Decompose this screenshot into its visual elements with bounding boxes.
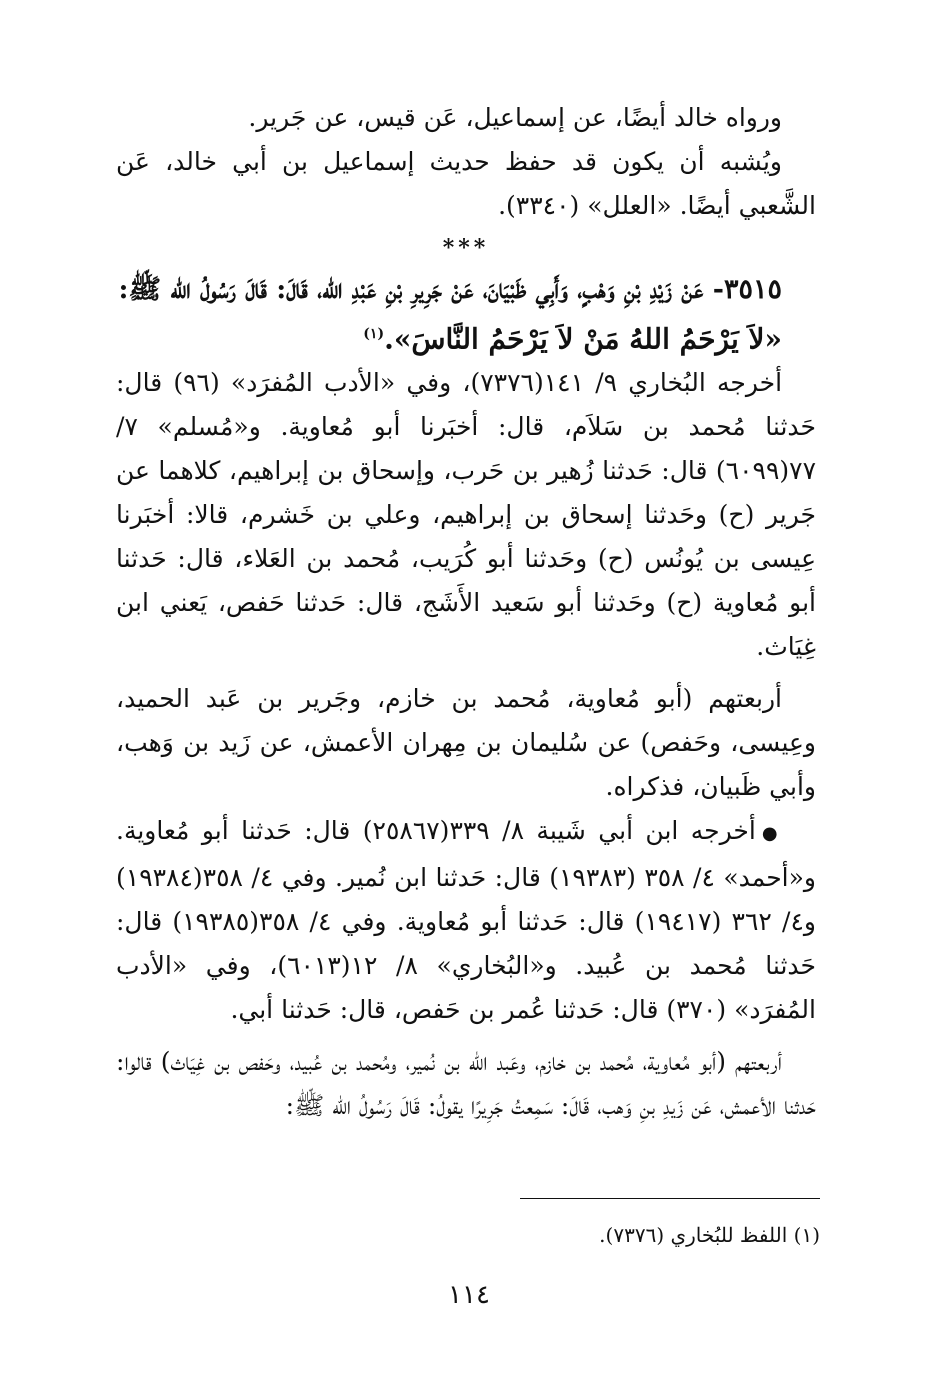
bullet-icon: ● <box>761 823 782 845</box>
hadith-heading: ٣٥١٥- عَنْ زَيْدِ بْنِ وَهْبٍ، وَأَبِي ظَبْيَانَ، عَنْ جَرِيرِ بْنِ عَبْدِ الله، قَالَ: قَالَ رَسُولُ الله ﷺ: <box>118 274 782 305</box>
hadith-text <box>116 312 816 361</box>
footnote-reference: (١) <box>363 326 385 342</box>
paragraph-5-text: أخرجه ابن أبي شَيبة ٨/ ٣٣٩(٢٥٨٦٧) قال: حَدثنا أبو مُعاوية. و«أحمد» ٤/ ٣٥٨ (١٩٣٨٣) قال: حَدثنا ابن نُمير. وفي ٤/ ٣٥٨(١٩٣٨٤) و٤/ ٣٦٢ (١٩٤١٧) قال: حَدثنا أبو مُعاوية. وفي ٤/ ٣٥٨(١٩٣٨٥) قال: حَدثنا مُحمد بن عُبيد. و«البُخاري» ٨/ ١٢(٦٠١٣)، وفي «الأدب المُفرَد» (٣٧٠) قال: حَدثنا عُمر بن حَفص، قال: حَدثنا أبي. <box>116 816 816 1025</box>
footnote-divider <box>520 1198 820 1199</box>
hadith-matn: «لاَ يَرْحَمُ اللهُ مَنْ لاَ يَرْحَمُ النَّاسَ». <box>384 322 782 356</box>
paragraph-3: أخرجه البُخاري ٩/ ١٤١(٧٣٧٦)، وفي «الأدب المُفرَد» (٩٦) قال: حَدثنا مُحمد بن سَلاَم، قال: أخبَرنا أبو مُعاوية. و«مُسلم» ٧/ ٧٧(٦٠٩٩) قال: حَدثنا زُهير بن حَرب، وإسحاق بن إبراهيم، كلاهما عن جَرير (ح) وحَدثنا إسحاق بن إبراهيم، وعلي بن خَشرم، قالا: أخبَرنا عِيسى بن يُونُس (ح) وحَدثنا أبو كُرَيب، مُحمد بن العَلاء، قال: حَدثنا أبو مُعاوية (ح) وحَدثنا أبو سَعيد الأَشَج، قال: حَدثنا حَفص، يَعني ابن غِيَاث. <box>116 368 816 662</box>
main-text <box>116 96 816 1128</box>
paragraph-6: أربعتهم (أبو مُعاوية، مُحمد بن خازم، وعَبد الله بن نُمير، ومُحمد بن عُبيد، وحَفص بن غِيَاث) قالوا: حَدثنا الأعمش، عَن زَيدِ بنِ وَهب، قَالَ: سَمِعتُ جَرِيرًا يقولُ: قَالَ رَسُولُ الله ﷺ: <box>116 1047 816 1121</box>
paragraph-5 <box>116 809 816 1032</box>
page-number: ١١٤ <box>448 1280 490 1310</box>
spacer <box>116 669 816 677</box>
paragraph-1: ورواه خالد أيضًا، عن إسماعيل، عَن قيس، عن جَرير. <box>248 103 782 132</box>
footnote: (١) اللفظ للبُخاري (٧٣٧٦). <box>599 1223 820 1247</box>
section-separator: *** <box>442 235 490 261</box>
paragraph-4: أربعتهم (أبو مُعاوية، مُحمد بن خازم، وجَرير بن عَبد الحميد، وعِيسى، وحَفص) عن سُليمان بن مِهران الأعمش، عن زَيد بن وَهب، وأبي ظَبيان، فذكراه. <box>116 684 816 802</box>
spacer <box>116 1032 816 1040</box>
paragraph-2: ويُشبه أن يكون قد حفظ حديث إسماعيل بن أبي خالد، عَن الشَّعبي أيضًا. «العلل» (٣٣٤٠). <box>116 147 816 220</box>
